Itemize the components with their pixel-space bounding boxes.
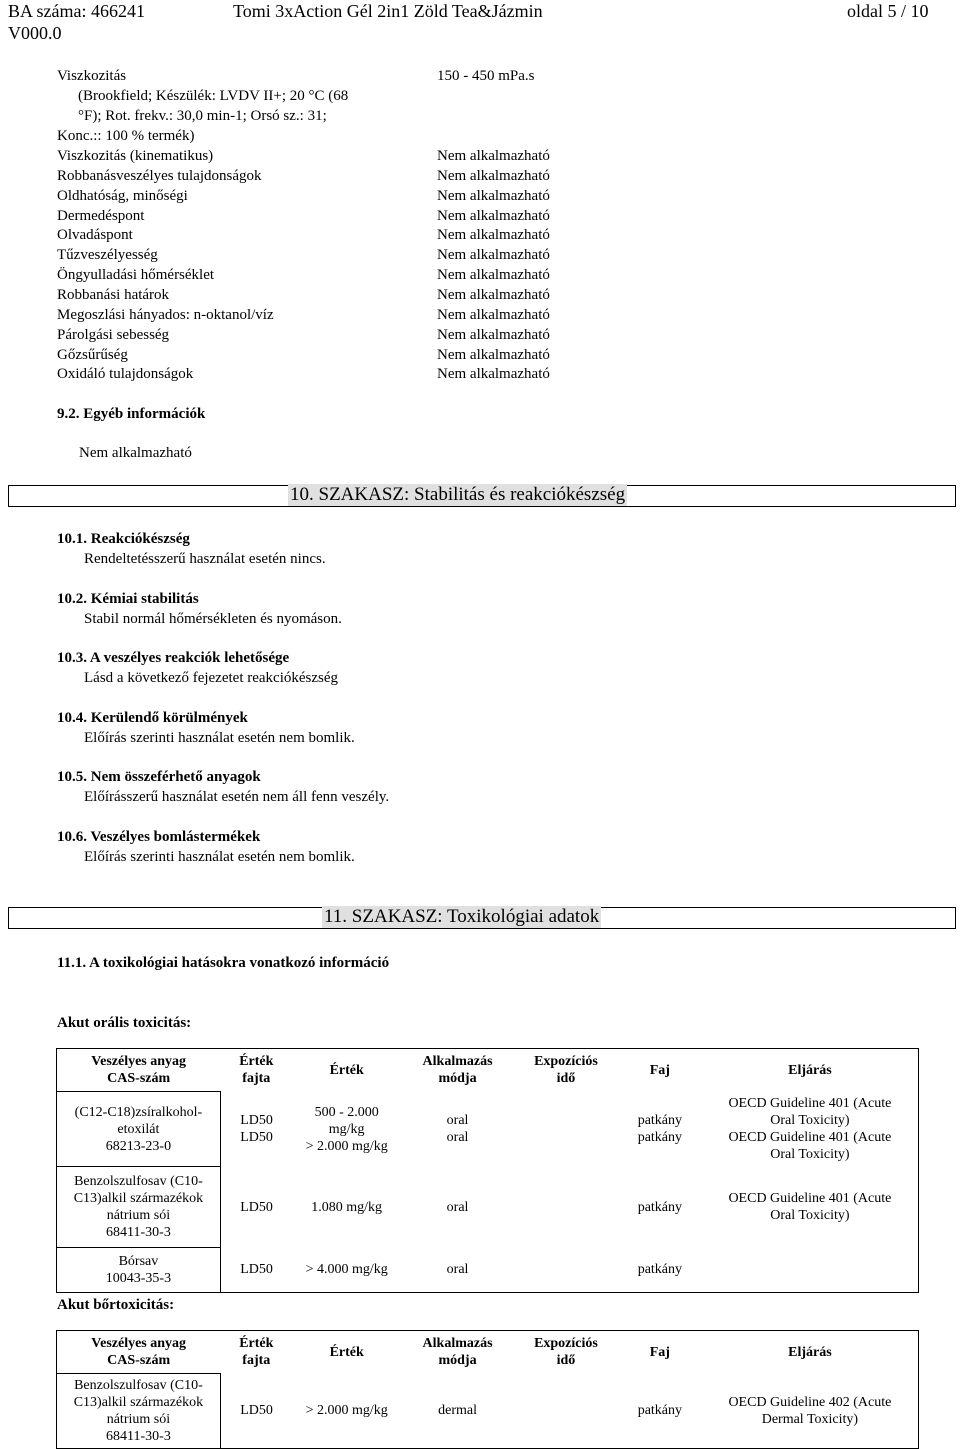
viscosity-value: 150 - 450 mPa.s [437, 68, 535, 84]
section-10-item-text: Rendeltetésszerű használat esetén nincs. [84, 551, 326, 567]
dermal-table-cell: patkány [637, 1403, 683, 1419]
oral-table-cell [514, 1248, 618, 1293]
section-10-title: 10. SZAKASZ: Stabilitás és reakciókészség [290, 484, 626, 505]
property-value: Nem alkalmazható [437, 167, 550, 184]
dermal-table-cell: dermal [438, 1403, 477, 1419]
oral-toxicity-heading: Akut orális toxicitás: [57, 1015, 192, 1031]
oral-table-column-header: Expozíciós idő [534, 1054, 598, 1087]
oral-table-column-header: Alkalmazás módja [422, 1054, 493, 1087]
section-10-item-text: Lásd a következő fejezetet reakciókészség [84, 670, 339, 687]
oral-table-cell: oral [446, 1199, 469, 1215]
oral-table-cell [514, 1167, 618, 1248]
dermal-table-column-header: Faj [649, 1344, 670, 1360]
dermal-toxicity-table [56, 1330, 919, 1449]
oral-table-cell: 500 - 2.000 mg/kg > 2.000 mg/kg [305, 1104, 388, 1154]
dermal-table-cell: > 2.000 mg/kg [305, 1403, 388, 1419]
oral-table-cell: oral [446, 1262, 469, 1278]
property-value: Nem alkalmazható [437, 326, 550, 343]
oral-table-cell [514, 1092, 618, 1167]
oral-table-column-header: Érték [329, 1062, 364, 1078]
section-10-item-heading: 10.5. Nem összeférhető anyagok [57, 769, 261, 786]
section-10-item-heading: 10.4. Kerülendő körülmények [57, 709, 248, 726]
ba-number: BA száma: 466241 [8, 1, 145, 21]
oral-table-cell: oral oral [446, 1113, 469, 1145]
dermal-table-cell: LD50 [240, 1403, 273, 1419]
dermal-table-column-header: Érték [329, 1344, 364, 1360]
oral-toxicity-table [56, 1048, 919, 1293]
section-10-item-text: Stabil normál hőmérsékleten és nyomáson. [84, 610, 342, 627]
oral-table-cell: > 4.000 mg/kg [305, 1262, 388, 1278]
viscosity-label-line-2: (Brookfield; Készülék: LVDV II+; 20 °C (68 [78, 88, 349, 104]
product-name: Tomi 3xAction Gél 2in1 Zöld Tea&Jázmin [233, 1, 543, 21]
oral-table-cell: 1.080 mg/kg [311, 1199, 383, 1215]
section-10-item-text: Előírás szerinti használat esetén nem bomlik. [84, 849, 355, 865]
property-value: Nem alkalmazható [437, 306, 550, 323]
dermal-table-column-header: Alkalmazás módja [422, 1336, 493, 1369]
property-value: Nem alkalmazható [437, 207, 550, 224]
oral-table-cell: (C12-C18)zsíralkohol- etoxilát 68213-23-0 [57, 1092, 221, 1167]
property-value: Nem alkalmazható [437, 366, 550, 383]
property-label: Megoszlási hányados: n-oktanol/víz [57, 306, 274, 323]
property-label: Oldhatóság, minőségi [57, 187, 188, 204]
oral-table-cell: OECD Guideline 401 (Acute Oral Toxicity) OECD Guideline 401 (Acute Oral Toxicity) [728, 1096, 892, 1162]
dermal-table-cell [514, 1374, 618, 1449]
section-11-1-heading: 11.1. A toxikológiai hatásokra vonatkozó információ [57, 955, 390, 971]
version: V000.0 [8, 23, 62, 43]
property-label: Tűzveszélyesség [57, 247, 158, 264]
section-9-2-heading: 9.2. Egyéb információk [57, 406, 206, 422]
oral-table-cell: LD50 [240, 1262, 273, 1278]
property-label: Robbanási határok [57, 286, 170, 303]
section-11-title: 11. SZAKASZ: Toxikológiai adatok [324, 906, 600, 927]
oral-table-cell [702, 1248, 919, 1293]
oral-table-cell: OECD Guideline 401 (Acute Oral Toxicity) [728, 1191, 892, 1223]
section-10-item-heading: 10.2. Kémiai stabilitás [57, 590, 199, 607]
oral-table-column-header: Érték fajta [239, 1054, 274, 1087]
section-10-item-heading: 10.1. Reakciókészség [57, 531, 190, 547]
property-label: Olvadáspont [57, 227, 133, 244]
property-value: Nem alkalmazható [437, 247, 550, 264]
property-label: Gőzsűrűség [57, 346, 128, 363]
oral-table-cell: patkány [637, 1262, 683, 1278]
dermal-toxicity-heading: Akut bőrtoxicitás: [57, 1297, 175, 1313]
oral-table-cell: LD50 [240, 1199, 273, 1215]
oral-table-cell: Benzolszulfosav (C10- C13)alkil származékok nátrium sói 68411-30-3 [57, 1167, 221, 1248]
property-label: Robbanásveszélyes tulajdonságok [57, 167, 262, 184]
property-value: Nem alkalmazható [437, 267, 550, 284]
property-label: Viszkozitás (kinematikus) [57, 148, 214, 164]
property-label: Öngyulladási hőmérséklet [57, 267, 215, 284]
oral-table-column-header: Faj [649, 1062, 670, 1078]
table-row [57, 1248, 919, 1293]
page-number: oldal 5 / 10 [847, 1, 929, 21]
section-10-item-heading: 10.3. A veszélyes reakciók lehetősége [57, 650, 290, 667]
section-9-2-text: Nem alkalmazható [79, 445, 192, 461]
property-value: Nem alkalmazható [437, 346, 550, 363]
oral-table-column-header: Veszélyes anyag CAS-szám [91, 1054, 187, 1086]
property-value: Nem alkalmazható [437, 187, 550, 204]
section-10-item-heading: 10.6. Veszélyes bomlástermékek [57, 829, 261, 845]
oral-table-cell: LD50 LD50 [240, 1113, 273, 1145]
viscosity-label-line-3: °F); Rot. frekv.: 30,0 min-1; Orsó sz.: 31; [78, 108, 327, 124]
oral-table-column-header: Eljárás [788, 1062, 832, 1078]
table-row [57, 1167, 919, 1248]
dermal-table-cell: OECD Guideline 402 (Acute Dermal Toxicity) [728, 1394, 892, 1427]
table-row [57, 1092, 919, 1167]
dermal-table-column-header: Érték fajta [239, 1336, 274, 1369]
dermal-table-column-header: Expozíciós idő [534, 1336, 598, 1369]
property-label: Párolgási sebesség [57, 326, 170, 343]
oral-table-cell: patkány patkány [637, 1113, 683, 1145]
section-10-item-text: Előírás szerinti használat esetén nem bomlik. [84, 729, 355, 746]
dermal-table-column-header: Veszélyes anyag CAS-szám [91, 1336, 187, 1368]
section-10-item-text: Előírásszerű használat esetén nem áll fenn veszély. [84, 789, 390, 806]
property-value: Nem alkalmazható [437, 227, 550, 244]
property-value: Nem alkalmazható [437, 286, 550, 303]
oral-table-cell: Bórsav 10043-35-3 [57, 1248, 221, 1293]
viscosity-label-line-1: Viszkozitás [57, 68, 127, 84]
property-label: Oxidáló tulajdonságok [57, 366, 194, 383]
dermal-table-cell: Benzolszulfosav (C10- C13)alkil származékok nátrium sói 68411-30-3 [57, 1374, 221, 1449]
dermal-table-column-header: Eljárás [788, 1344, 832, 1360]
oral-table-cell: patkány [637, 1199, 683, 1215]
viscosity-label-line-4: Konc.:: 100 % termék) [57, 128, 195, 144]
property-label: Dermedéspont [57, 207, 145, 224]
table-row [57, 1374, 919, 1449]
property-value: Nem alkalmazható [437, 148, 550, 164]
